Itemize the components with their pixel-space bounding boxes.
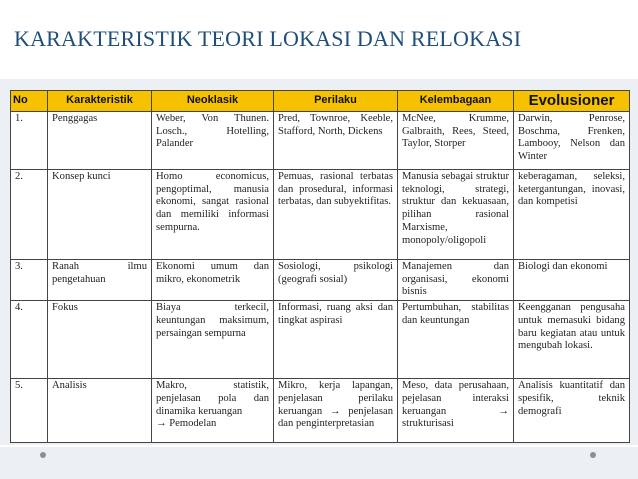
slide-title: KARAKTERISTIK TEORI LOKASI DAN RELOKASI xyxy=(14,26,522,51)
cell-perilaku: Pemuas, rasional terbatas dan prosedural, informasi terbatas, dan subyektifitas. xyxy=(274,170,398,260)
cell-neoklasik xyxy=(152,379,274,443)
cell-no: 4. xyxy=(11,301,48,379)
cell-no: 5. xyxy=(11,379,48,443)
cell-evolusioner: Analisis kuantitatif dan spesifik, teknik demografi xyxy=(514,379,630,443)
header-neoklasik: Neoklasik xyxy=(152,91,274,112)
cell-neoklasik: Ekonomi umum dan mikro, ekonometrik xyxy=(152,260,274,301)
cell-no: 1. xyxy=(11,112,48,170)
cell-kelembagaan: Manajemen dan organisasi, ekonomi bisnis xyxy=(398,260,514,301)
cell-kelembagaan: McNee, Krumme, Galbraith, Rees, Steed, Taylor, Storper xyxy=(398,112,514,170)
cell-perilaku: Informasi, ruang aksi dan tingkat aspirasi xyxy=(274,301,398,379)
cell-evolusioner: Biologi dan ekonomi xyxy=(514,260,630,301)
cell-perilaku: Sosiologi, psikologi (geografi sosial) xyxy=(274,260,398,301)
slide-dot-left xyxy=(40,452,46,458)
header-no: No xyxy=(11,91,48,112)
cell-neoklasik: Biaya terkecil, keuntungan maksimum, persaingan sempurna xyxy=(152,301,274,379)
cell-karakteristik: Ranah ilmu pengetahuan xyxy=(48,260,152,301)
cell-evolusioner: Darwin, Penrose, Boschma, Frenken, Lambooy, Nelson dan Winter xyxy=(514,112,630,170)
cell-perilaku: Pred, Townroe, Keeble, Stafford, North, Dickens xyxy=(274,112,398,170)
header-perilaku: Perilaku xyxy=(274,91,398,112)
table-row xyxy=(11,260,630,301)
table-row xyxy=(11,170,630,260)
characteristics-table xyxy=(10,90,630,443)
cell-no: 2. xyxy=(11,170,48,260)
cell-karakteristik: Konsep kunci xyxy=(48,170,152,260)
header-kelembagaan: Kelembagaan xyxy=(398,91,514,112)
cell-perilaku: Mikro, kerja lapangan, penjelasan perilaku keruangan → penjelasan dan penginterpretasian xyxy=(274,379,398,443)
panel-divider xyxy=(0,445,638,447)
header-karakteristik: Karakteristik xyxy=(48,91,152,112)
table-row xyxy=(11,379,630,443)
cell-karakteristik: Penggagas xyxy=(48,112,152,170)
header-evolusioner: Evolusioner xyxy=(514,91,630,112)
cell-no: 3. xyxy=(11,260,48,301)
cell-neoklasik-arrow-text: → Pemodelan xyxy=(156,418,217,430)
cell-kelembagaan: Meso, data perusahaan, pejelasan interaksi keruangan → strukturisasi xyxy=(398,379,514,443)
cell-neoklasik: Weber, Von Thunen. Losch., Hotelling, Palander xyxy=(152,112,274,170)
cell-evolusioner: Keengganan pengusaha untuk memasuki bidang baru kegiatan atau untuk mengubah lokasi. xyxy=(514,301,630,379)
slide-dot-right xyxy=(590,452,596,458)
table-row xyxy=(11,112,630,170)
cell-neoklasik-text: Makro, statistik, penjelasan pola dan dinamika keruangan xyxy=(156,380,269,417)
cell-karakteristik: Analisis xyxy=(48,379,152,443)
cell-kelembagaan: Manusia sebagai struktur teknologi, strategi, struktur dan kekuasaan, pilihan rasional Marxisme, monopoly/oligopoli xyxy=(398,170,514,260)
cell-neoklasik: Homo economicus, pengoptimal, manusia ekonomi, sangat rasional dan memiliki informasi sempurna. xyxy=(152,170,274,260)
cell-evolusioner: keberagaman, seleksi, ketergantungan, inovasi, dan kompetisi xyxy=(514,170,630,260)
table-header-row xyxy=(11,91,630,112)
table-row xyxy=(11,301,630,379)
cell-kelembagaan: Pertumbuhan, stabilitas dan keuntungan xyxy=(398,301,514,379)
cell-karakteristik: Fokus xyxy=(48,301,152,379)
